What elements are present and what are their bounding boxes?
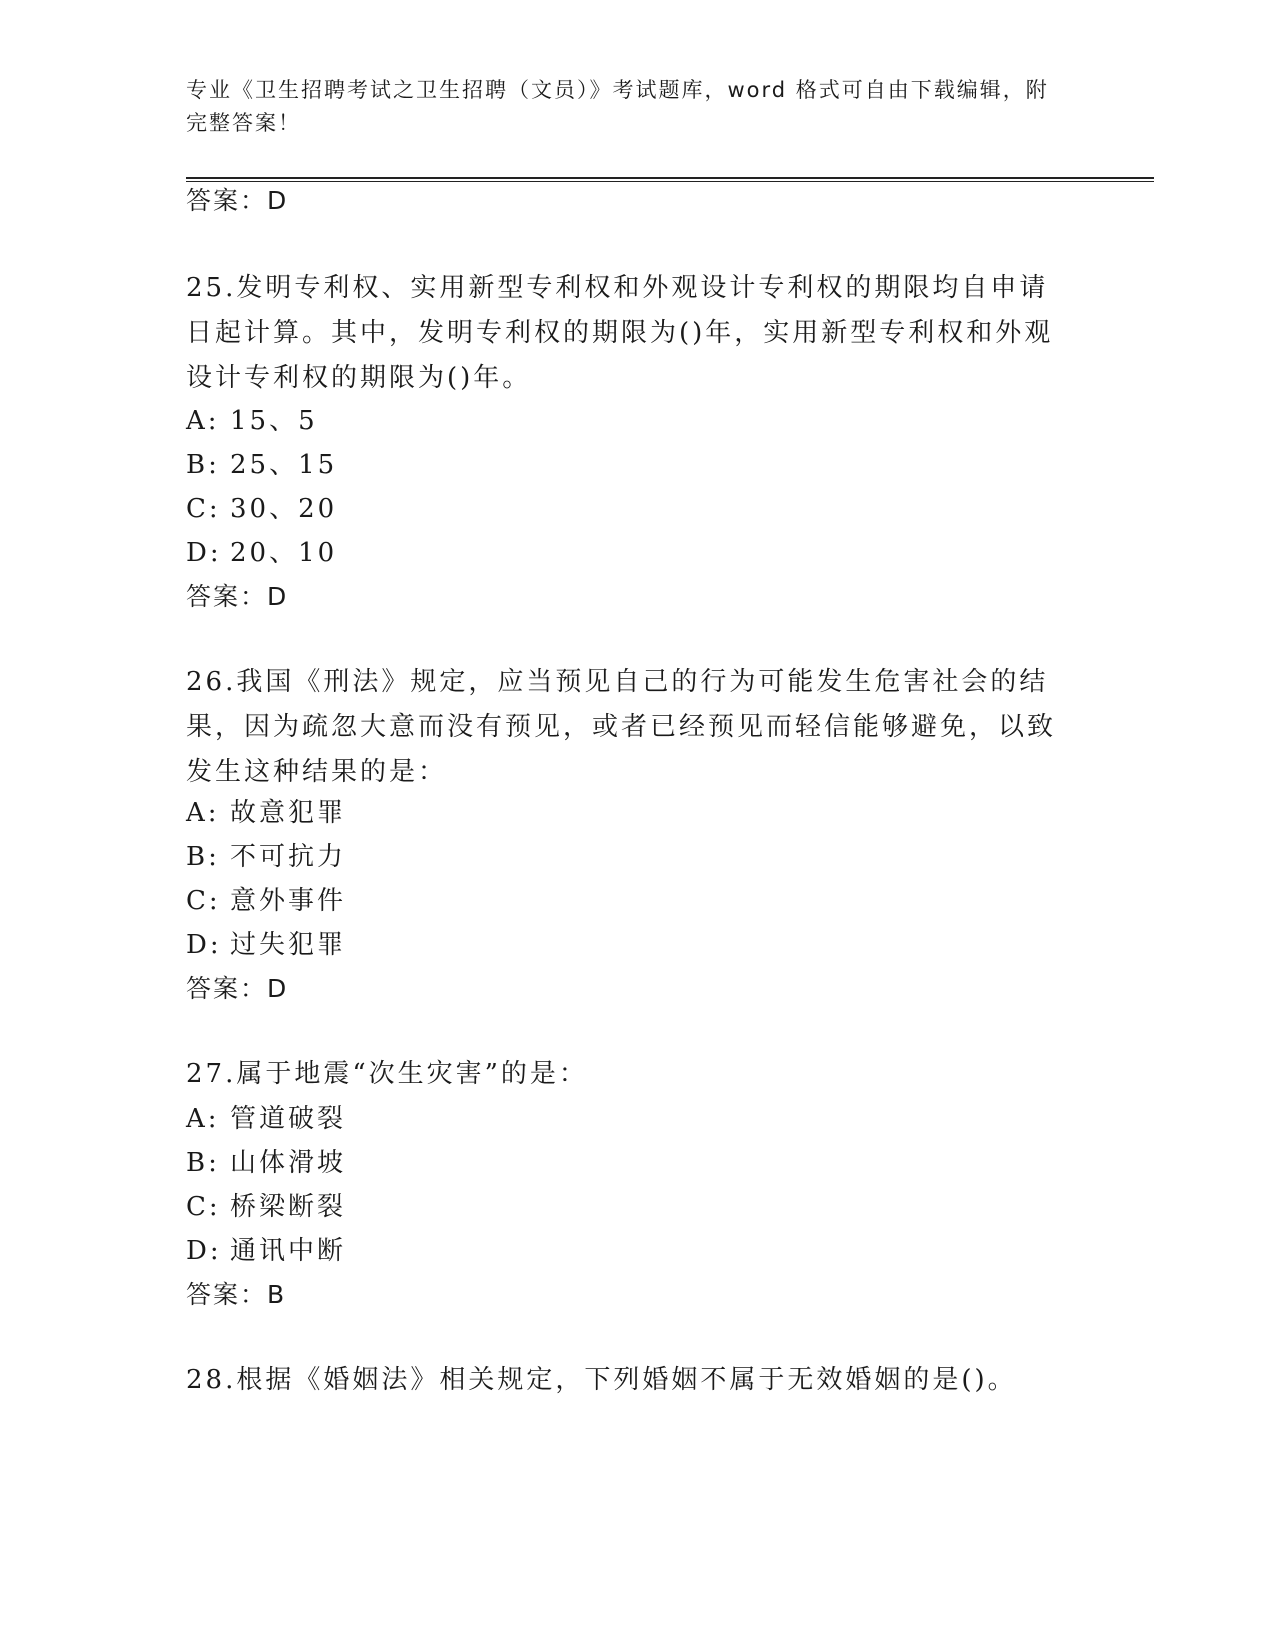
option-letter: C:: [186, 886, 221, 916]
option-text: 20、10: [230, 538, 338, 568]
option-letter: C:: [186, 1192, 221, 1222]
question-28-text: 28.根据《婚姻法》相关规定，下列婚姻不属于无效婚姻的是()。: [186, 1365, 1017, 1395]
question-26-answer: 答案：D: [186, 974, 289, 1003]
option-text: 不可抗力: [230, 842, 347, 872]
question-27-option-a: [186, 1104, 346, 1134]
header-divider: [186, 177, 1154, 182]
option-text: 意外事件: [230, 886, 347, 916]
question-27-answer: 答案：B: [186, 1280, 287, 1309]
option-text: 通讯中断: [230, 1236, 347, 1266]
option-text: 15、5: [230, 406, 318, 436]
option-text: 故意犯罪: [230, 798, 347, 828]
answer-previous: 答案：D: [186, 186, 289, 215]
option-text: 桥梁断裂: [230, 1192, 347, 1222]
question-25-option-c: [186, 494, 337, 524]
question-25-option-a: [186, 406, 318, 436]
question-25-option-d: [186, 538, 337, 568]
document-header-intro: 专业《卫生招聘考试之卫生招聘（文员）》考试题库，word 格式可自由下载编辑，附完整答案！: [186, 78, 1049, 135]
question-27-option-b: [186, 1148, 346, 1178]
option-letter: D:: [186, 538, 222, 568]
question-27-option-d: [186, 1236, 346, 1266]
option-letter: A:: [186, 798, 220, 828]
option-text: 25、15: [230, 450, 338, 480]
question-27-option-c: [186, 1192, 346, 1222]
option-text: 管道破裂: [230, 1104, 347, 1134]
question-25-answer: 答案：D: [186, 582, 289, 611]
question-26-option-d: [186, 930, 346, 960]
option-text: 山体滑坡: [230, 1148, 347, 1178]
option-letter: C:: [186, 494, 221, 524]
question-26-option-b: [186, 842, 346, 872]
option-text: 30、20: [230, 494, 338, 524]
question-25-option-b: [186, 450, 337, 480]
question-27-text: 27.属于地震“次生灾害”的是：: [186, 1059, 588, 1089]
option-letter: D:: [186, 930, 222, 960]
question-26-option-c: [186, 886, 346, 916]
question-26-text: 26.我国《刑法》规定，应当预见自己的行为可能发生危害社会的结果，因为疏忽大意而没有预见，或者已经预见而轻信能够避免，以致发生这种结果的是：: [186, 667, 1057, 787]
option-letter: A:: [186, 1104, 220, 1134]
option-letter: B:: [186, 842, 220, 872]
option-letter: B:: [186, 1148, 220, 1178]
option-text: 过失犯罪: [230, 930, 347, 960]
option-letter: B:: [186, 450, 220, 480]
question-26-option-a: [186, 798, 346, 828]
option-letter: A:: [186, 406, 220, 436]
option-letter: D:: [186, 1236, 222, 1266]
question-25-text: 25.发明专利权、实用新型专利权和外观设计专利权的期限均自申请日起计算。其中，发明专利权的期限为()年，实用新型专利权和外观设计专利权的期限为()年。: [186, 273, 1054, 393]
